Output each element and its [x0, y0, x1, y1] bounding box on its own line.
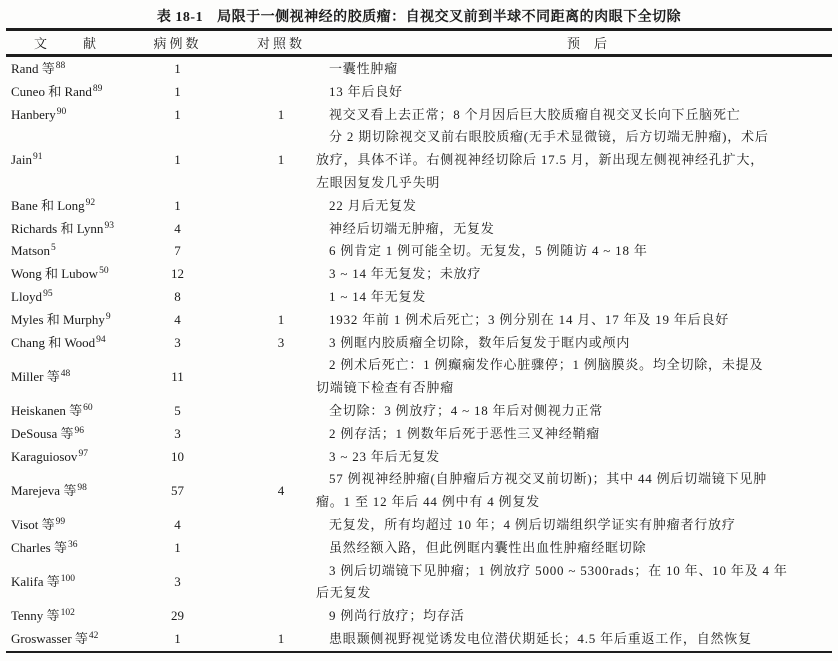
prognosis-line: 虽然经额入路，但此例眶内囊性出血性肿瘤经眶切除 — [329, 539, 647, 555]
reference-cell — [0, 195, 145, 218]
reference-cell — [0, 628, 145, 651]
table-row — [0, 537, 838, 560]
reference-citation: 100 — [60, 573, 75, 584]
reference-name: Richards 和 Lynn — [11, 220, 104, 236]
prognosis-cell — [316, 332, 838, 355]
prognosis-cell — [316, 605, 838, 628]
table-row — [0, 354, 838, 400]
table-row — [0, 218, 838, 241]
prognosis-line: 分 2 期切除视交叉前右眼胶质瘤(无手术显微镜，后方切端无肿瘤)，术后 — [329, 129, 769, 145]
reference-name: Visot 等 — [11, 516, 55, 532]
reference-cell — [0, 263, 145, 286]
reference-name: Lloyd — [11, 288, 43, 304]
table-row — [0, 446, 838, 469]
reference-name: Jain — [11, 152, 32, 168]
table-row — [0, 605, 838, 628]
prognosis-line: 57 例视神经肿瘤(自肿瘤后方视交叉前切断)；其中 44 例后切端镜下见肿 — [329, 471, 768, 487]
reference-name: Matson — [11, 243, 50, 259]
prognosis-cell — [316, 423, 838, 446]
reference-citation: 102 — [60, 608, 75, 619]
reference-citation: 92 — [85, 197, 96, 208]
column-header-reference: 文献 — [34, 36, 133, 51]
reference-citation: 90 — [56, 106, 67, 117]
reference-name: Groswasser 等 — [11, 630, 88, 646]
prognosis-line: 22 月后无复发 — [329, 197, 417, 213]
reference-name: Heiskanen 等 — [11, 402, 83, 418]
reference-citation: 97 — [78, 448, 88, 459]
cases-count-cell: 7 — [174, 243, 181, 259]
prognosis-line: 1932 年前 1 例术后死亡；3 例分别在 14 月、17 年及 19 年后良好 — [329, 311, 730, 327]
prognosis-cell — [316, 354, 838, 400]
table-header-row — [0, 31, 838, 54]
reference-citation: 5 — [51, 243, 56, 254]
reference-citation: 50 — [99, 266, 109, 277]
reference-name: Karaguiosov — [11, 448, 78, 464]
reference-cell — [0, 81, 145, 104]
prognosis-line: 13 年后良好 — [329, 83, 403, 99]
prognosis-line: 3 例眶内胶质瘤全切除，数年后复发于眶内或颅内 — [329, 334, 631, 350]
table-number: 表 18-1 — [156, 10, 204, 25]
reference-cell — [0, 149, 145, 172]
table-title — [0, 0, 838, 28]
reference-citation: 96 — [74, 425, 84, 436]
prognosis-line: 1 ~ 14 年无复发 — [329, 288, 427, 304]
prognosis-line: 6 例肯定 1 例可能全切。无复发，5 例随访 4 ~ 18 年 — [329, 243, 648, 259]
reference-citation: 99 — [55, 516, 66, 527]
table-row — [0, 309, 838, 332]
reference-cell — [0, 309, 145, 332]
reference-citation: 94 — [96, 334, 106, 345]
prognosis-line: 2 例存活；1 例数年后死于恶性三叉神经鞘瘤 — [329, 425, 601, 441]
prognosis-cell — [316, 286, 838, 309]
prognosis-line: 3 ~ 23 年后无复发 — [329, 448, 440, 464]
prognosis-line: 2 例术后死亡：1 例癫痫发作心脏骤停；1 例脑膜炎。均全切除，未提及 — [329, 357, 764, 373]
prognosis-cell — [316, 446, 838, 469]
table-row — [0, 514, 838, 537]
table-row — [0, 240, 838, 263]
prognosis-cell — [316, 468, 838, 514]
cases-count-cell: 11 — [171, 368, 184, 384]
cases-count-cell: 1 — [174, 539, 181, 555]
table-row — [0, 423, 838, 446]
prognosis-cell — [316, 263, 838, 286]
reference-citation: 93 — [104, 220, 114, 231]
reference-cell — [0, 423, 145, 446]
reference-name: DeSousa 等 — [11, 425, 74, 441]
reference-citation: 95 — [43, 288, 53, 299]
prognosis-line: 3 ~ 14 年无复发；未放疗 — [329, 266, 482, 282]
reference-citation: 42 — [88, 630, 99, 641]
controls-count-cell: 1 — [277, 630, 285, 646]
prognosis-cell — [316, 309, 838, 332]
reference-name: Bane 和 Long — [11, 197, 85, 213]
reference-cell — [0, 446, 145, 469]
reference-cell — [0, 286, 145, 309]
table-row — [0, 628, 838, 651]
prognosis-cell — [316, 628, 838, 651]
prognosis-line: 无复发，所有均超过 10 年；4 例后切端组织学证实有肿瘤者行放疗 — [329, 516, 736, 532]
reference-citation: 98 — [77, 482, 87, 493]
cases-count-cell: 10 — [171, 448, 184, 464]
prognosis-line: 左眼因复发几乎失明 — [316, 174, 441, 190]
table-title-text: 局限于一侧视神经的胶质瘤：自视交叉前到半球不同距离的肉眼下全切除 — [217, 10, 682, 25]
prognosis-line: 瘤。1 至 12 年后 44 例中有 4 例复发 — [316, 494, 540, 510]
reference-name: Cuneo 和 Rand — [11, 83, 92, 99]
prognosis-line: 全切除：3 例放疗；4 ~ 18 年后对侧视力正常 — [329, 402, 604, 418]
reference-cell — [0, 571, 145, 594]
reference-citation: 60 — [83, 402, 93, 413]
prognosis-cell — [316, 126, 838, 194]
reference-name: Miller 等 — [11, 368, 60, 384]
prognosis-cell — [316, 218, 838, 241]
cases-count-cell: 3 — [174, 425, 181, 441]
cases-count-cell: 8 — [174, 288, 181, 304]
controls-count-cell: 1 — [277, 311, 285, 327]
prognosis-line: 后无复发 — [316, 585, 372, 601]
reference-citation: 88 — [55, 61, 66, 71]
reference-citation: 48 — [60, 368, 71, 379]
reference-cell — [0, 400, 145, 423]
prognosis-line: 患眼颞侧视野视觉诱发电位潜伏期延长；4.5 年后重返工作，自然恢复 — [329, 630, 752, 646]
table-row — [0, 560, 838, 606]
reference-cell — [0, 218, 145, 241]
prognosis-line: 视交叉看上去正常；8 个月因后巨大胶质瘤自视交叉长向下丘脑死亡 — [329, 106, 741, 122]
reference-name: Kalifa 等 — [11, 573, 60, 589]
prognosis-cell — [316, 514, 838, 537]
prognosis-cell — [316, 240, 838, 263]
controls-count-cell: 3 — [277, 334, 285, 350]
prognosis-cell — [316, 537, 838, 560]
reference-cell — [0, 537, 145, 560]
reference-name: Marejeva 等 — [11, 482, 77, 498]
cases-count-cell: 4 — [174, 516, 181, 532]
cases-count-cell: 1 — [174, 630, 181, 646]
prognosis-cell — [316, 104, 838, 127]
cases-count-cell: 12 — [171, 266, 184, 282]
reference-name: Charles 等 — [11, 539, 67, 555]
controls-count-cell: 4 — [277, 482, 285, 498]
reference-cell — [0, 332, 145, 355]
table-row — [0, 81, 838, 104]
controls-count-cell: 1 — [277, 152, 285, 168]
reference-citation: 36 — [67, 539, 78, 550]
prognosis-line: 3 例后切端镜下见肿瘤；1 例放疗 5000 ~ 5300rads；在 10 年、10 年及 4 年 — [329, 562, 788, 578]
prognosis-line: 神经后切端无肿瘤，无复发 — [329, 220, 495, 236]
cases-count-cell: 1 — [174, 83, 181, 99]
reference-cell — [0, 366, 145, 389]
prognosis-line: 一囊性肿瘤 — [329, 61, 399, 76]
table-row — [0, 126, 838, 194]
column-header-controls: 对照数 — [256, 36, 305, 51]
table-row — [0, 468, 838, 514]
cases-count-cell: 57 — [171, 482, 184, 498]
column-header-cases: 病例数 — [153, 36, 202, 51]
reference-cell — [0, 104, 145, 127]
prognosis-cell — [316, 195, 838, 218]
reference-citation: 9 — [105, 311, 111, 322]
table-row — [0, 104, 838, 127]
reference-cell — [0, 58, 145, 81]
cases-count-cell: 3 — [174, 334, 181, 350]
cases-count-cell: 1 — [174, 197, 181, 213]
reference-citation: 91 — [32, 152, 43, 163]
reference-name: Chang 和 Wood — [11, 334, 96, 350]
table-row — [0, 286, 838, 309]
table-row — [0, 263, 838, 286]
reference-cell — [0, 605, 145, 628]
reference-name: Wong 和 Lubow — [11, 266, 99, 282]
column-header-prognosis: 预后 — [566, 36, 621, 51]
reference-name: Myles 和 Murphy — [11, 311, 105, 327]
cases-count-cell: 1 — [174, 61, 181, 76]
prognosis-cell — [316, 58, 838, 81]
table-row — [0, 195, 838, 218]
table-body — [0, 57, 838, 651]
reference-name: Tenny 等 — [11, 608, 60, 624]
controls-count-cell: 1 — [277, 106, 285, 122]
rule-bottom — [6, 651, 832, 654]
prognosis-line: 9 例尚行放疗；均存活 — [329, 608, 465, 624]
reference-citation: 89 — [92, 83, 103, 94]
prognosis-cell — [316, 400, 838, 423]
cases-count-cell: 5 — [174, 402, 181, 418]
table-row — [0, 400, 838, 423]
reference-cell — [0, 480, 145, 503]
cases-count-cell: 1 — [174, 152, 181, 168]
cases-count-cell: 4 — [174, 220, 181, 236]
cases-count-cell: 4 — [174, 311, 181, 327]
prognosis-cell — [316, 560, 838, 606]
cases-count-cell: 3 — [174, 573, 181, 589]
reference-cell — [0, 514, 145, 537]
reference-cell — [0, 240, 145, 263]
cases-count-cell: 1 — [174, 106, 181, 122]
prognosis-line: 切端镜下检查有否肿瘤 — [316, 380, 455, 396]
table-row — [0, 58, 838, 81]
prognosis-cell — [316, 81, 838, 104]
table-row — [0, 332, 838, 355]
prognosis-line: 放疗，具体不详。右侧视神经切除后 17.5 月，新出现左侧视神经孔扩大， — [316, 152, 765, 168]
reference-name: Rand 等 — [11, 61, 55, 76]
reference-name: Hanbery — [11, 106, 56, 122]
cases-count-cell: 29 — [171, 608, 184, 624]
